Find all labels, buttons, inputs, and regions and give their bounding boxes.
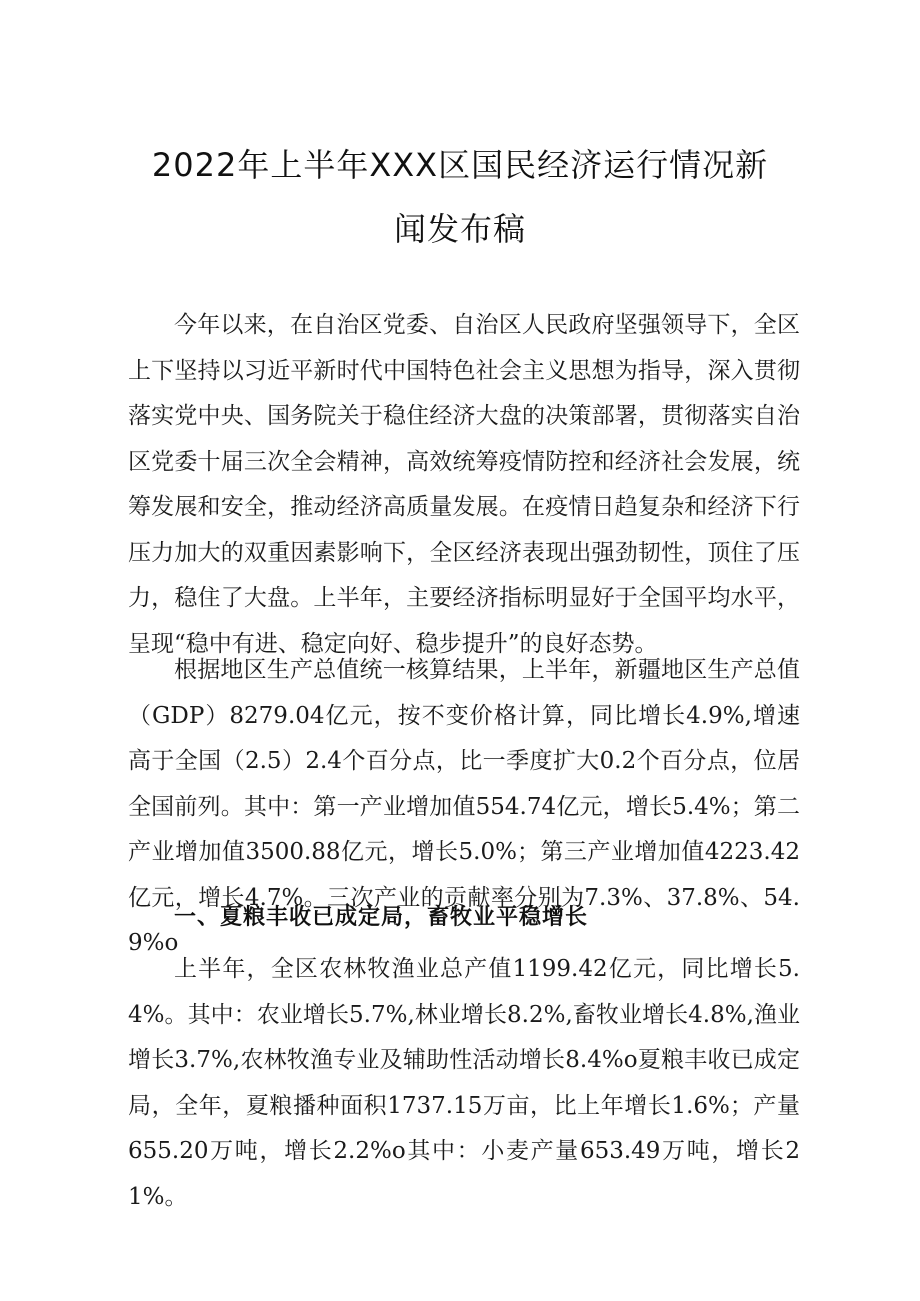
document-title-line-1: 2022年上半年XXX区国民经济运行情况新: [151, 146, 769, 184]
agriculture-paragraph: 上半年，全区农林牧渔业总产值1199.42亿元，同比增长5.4%。其中：农业增长5.7%,林业增长8.2%,畜牧业增长4.8%,渔业增长3.7%,农林牧渔专业及辅助性活动增长8.4%o夏粮丰收已成定局，全年，夏粮播种面积1737.15万亩，比上年增长1.6%；产量655.20万吨，增长2.2%o其中：小麦产量653.49万吨，增长21%。: [128, 956, 800, 1210]
section-heading-agriculture: 一、夏粮丰收已成定局，畜牧业平稳增长: [174, 905, 589, 930]
intro-paragraph: 今年以来，在自治区党委、自治区人民政府坚强领导下，全区上下坚持以习近平新时代中国特色社会主义思想为指导，深入贯彻落实党中央、国务院关于稳住经济大盘的决策部署，贯彻落实自治区党委十届三次全会精神，高效统筹疫情防控和经济社会发展，统筹发展和安全，推动经济高质量发展。在疫情日趋复杂和经济下行压力加大的双重因素影响下，全区经济表现出强劲韧性，顶住了压力，稳住了大盘。上半年，主要经济指标明显好于全国平均水平，呈现“稳中有进、稳定向好、稳步提升”的良好态势。: [128, 312, 800, 657]
gdp-paragraph: 根据地区生产总值统一核算结果，上半年，新疆地区生产总值（GDP）8279.04亿元，按不变价格计算，同比增长4.9%,增速高于全国（2.5）2.4个百分点，比一季度扩大0.2个百分点，位居全国前列。其中：第一产业增加值554.74亿元，增长5.4%；第二产业增加值3500.88亿元，增长5.0%；第三产业增加值4223.42亿元，增长4.7%。三次产业的贡献率分别为7.3%、37.8%、54.9%o: [128, 657, 800, 956]
document-title-line-2: 闻发布稿: [393, 210, 526, 248]
